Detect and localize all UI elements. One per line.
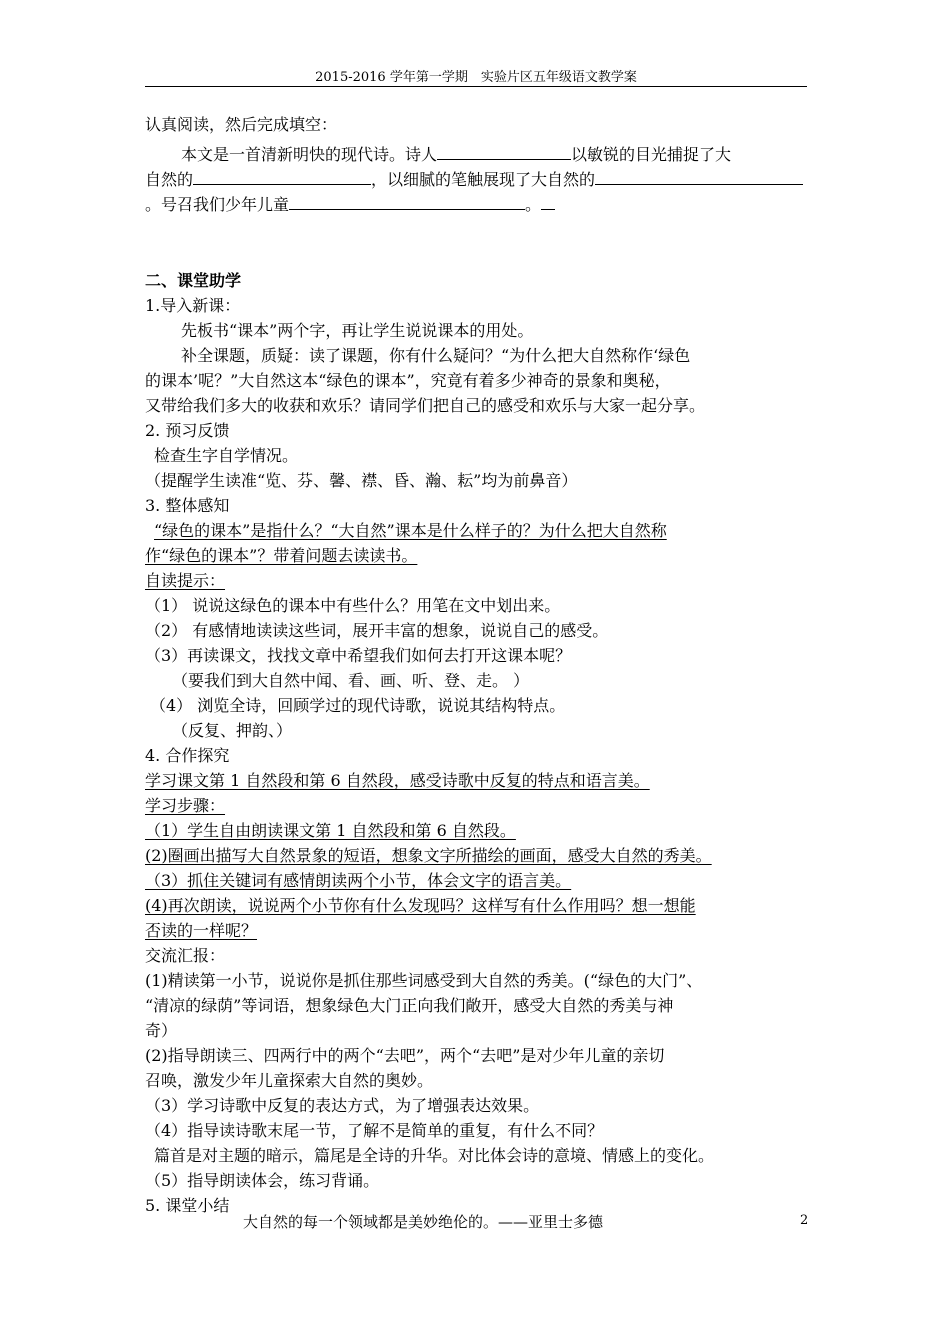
list-item: （3）再读课文，找找文章中希望我们如何去打开这课本呢？ [145, 646, 572, 665]
underlined-line: 作“绿色的课本”？带着问题去读读书。 [145, 546, 418, 565]
step-item: （3）抓住关键词有感情朗读两个小节，体会文字的语言美。 [145, 871, 572, 890]
fill-in-line-2 [145, 170, 803, 192]
fill-in-line-1 [181, 145, 731, 167]
answer-blank[interactable] [595, 170, 803, 185]
fill-in-text: 自然的 [145, 170, 194, 189]
fill-in-line-3 [145, 195, 555, 217]
paragraph-line: 补全课题，质疑：读了课题，你有什么疑问？“为什么把大自然称作‘绿色 [181, 346, 691, 365]
steps-label: 学习步骤： [145, 796, 226, 815]
report-item: “清凉的绿荫”等词语，想象绿色大门正向我们敞开，感受大自然的秀美与神 [145, 996, 674, 1015]
list-item: （4） 浏览全诗，回顾学过的现代诗歌，说说其结构特点。 [150, 696, 566, 715]
report-item: (2)指导朗读三、四两行中的两个“去吧”，两个“去吧”是对少年儿童的亲切 [145, 1046, 665, 1065]
fill-in-text: 本文是一首清新明快的现代诗。诗人 [181, 145, 438, 164]
underlined-line: 学习课文第 1 自然段和第 6 自然段，感受诗歌中反复的特点和语言美。 [145, 771, 650, 790]
report-item: 召唤，激发少年儿童探索大自然的奥妙。 [145, 1071, 434, 1090]
fill-in-text: ，以细腻的笔触展现了大自然的 [371, 170, 596, 189]
step-item: (2)圈画出描写大自然景象的短语，想象文字所描绘的画面，感受大自然的秀美。 [145, 846, 712, 865]
page-number: 2 [800, 1213, 809, 1228]
step-item: (4)再次朗读，说说两个小节你有什么发现吗？这样写有什么作用吗？想一想能 [145, 896, 696, 915]
step-item: （1）学生自由朗读课文第 1 自然段和第 6 自然段。 [145, 821, 516, 840]
section-heading: 二、课堂助学 [145, 271, 242, 290]
report-item: （4）指导读诗歌末尾一节，了解不是简单的重复，有什么不同？ [145, 1121, 604, 1140]
list-item-note: （反复、押韵、） [172, 721, 293, 740]
list-item: （1） 说说这绿色的课本中有些什么？用笔在文中划出来。 [145, 596, 561, 615]
report-item: 篇首是对主题的暗示，篇尾是全诗的升华。对比体会诗的意境、情感上的变化。 [154, 1146, 715, 1165]
paragraph-line: 的课本’呢？”大自然这本“绿色的课本”，究竟有着多少神奇的景象和奥秘， [145, 371, 671, 390]
header-rule [145, 86, 807, 87]
report-item: 奇） [145, 1021, 178, 1040]
footer-quote: 大自然的每一个领域都是美妙绝伦的。——亚里士多德 [243, 1213, 604, 1231]
subsection-title: 5. 课堂小结 [145, 1196, 230, 1215]
paragraph-line: 检查生字自学情况。 [154, 446, 299, 465]
list-item: （2） 有感情地读读这些词，展开丰富的想象，说说自己的感受。 [145, 621, 609, 640]
answer-blank[interactable] [193, 170, 371, 185]
step-item: 否读的一样呢？ [145, 921, 258, 940]
underlined-line: “绿色的课本”是指什么？“大自然”课本是什么样子的？为什么把大自然称 [154, 521, 667, 540]
list-item-note: （要我们到大自然中闻、看、画、听、登、走。 ） [172, 671, 530, 690]
paragraph-line: （提醒学生读准“览、芬、馨、襟、昏、瀚、耘”均为前鼻音） [145, 471, 578, 490]
report-item: （3）学习诗歌中反复的表达方式，为了增强表达效果。 [145, 1096, 540, 1115]
answer-blank[interactable] [289, 195, 525, 210]
subsection-title: 1.导入新课： [145, 296, 241, 315]
report-label: 交流汇报： [145, 946, 226, 965]
fill-in-text: 。号召我们少年儿童 [145, 195, 290, 214]
page-header: 2015-2016 学年第一学期 实验片区五年级语文教学案 [315, 70, 637, 85]
subsection-title: 4. 合作探究 [145, 746, 230, 765]
subsection-title: 3. 整体感知 [145, 496, 230, 515]
paragraph-line: 先板书“课本”两个字，再让学生说说课本的用处。 [181, 321, 534, 340]
fill-in-text: 以敏锐的目光捕捉了大 [571, 145, 732, 164]
subsection-title: 2. 预习反馈 [145, 421, 230, 440]
report-item: (1)精读第一小节，说说你是抓住那些词感受到大自然的秀美。(“绿色的大门”、 [145, 971, 703, 990]
tips-label: 自读提示： [145, 571, 226, 590]
fill-in-instruction: 认真阅读，然后完成填空： [145, 115, 338, 134]
report-item: （5）指导朗读体会，练习背诵。 [145, 1171, 380, 1190]
paragraph-line: 又带给我们多大的收获和欢乐？请同学们把自己的感受和欢乐与大家一起分享。 [145, 396, 706, 415]
answer-blank[interactable] [541, 195, 555, 210]
fill-in-text: 。 [525, 195, 542, 214]
answer-blank[interactable] [437, 145, 571, 160]
